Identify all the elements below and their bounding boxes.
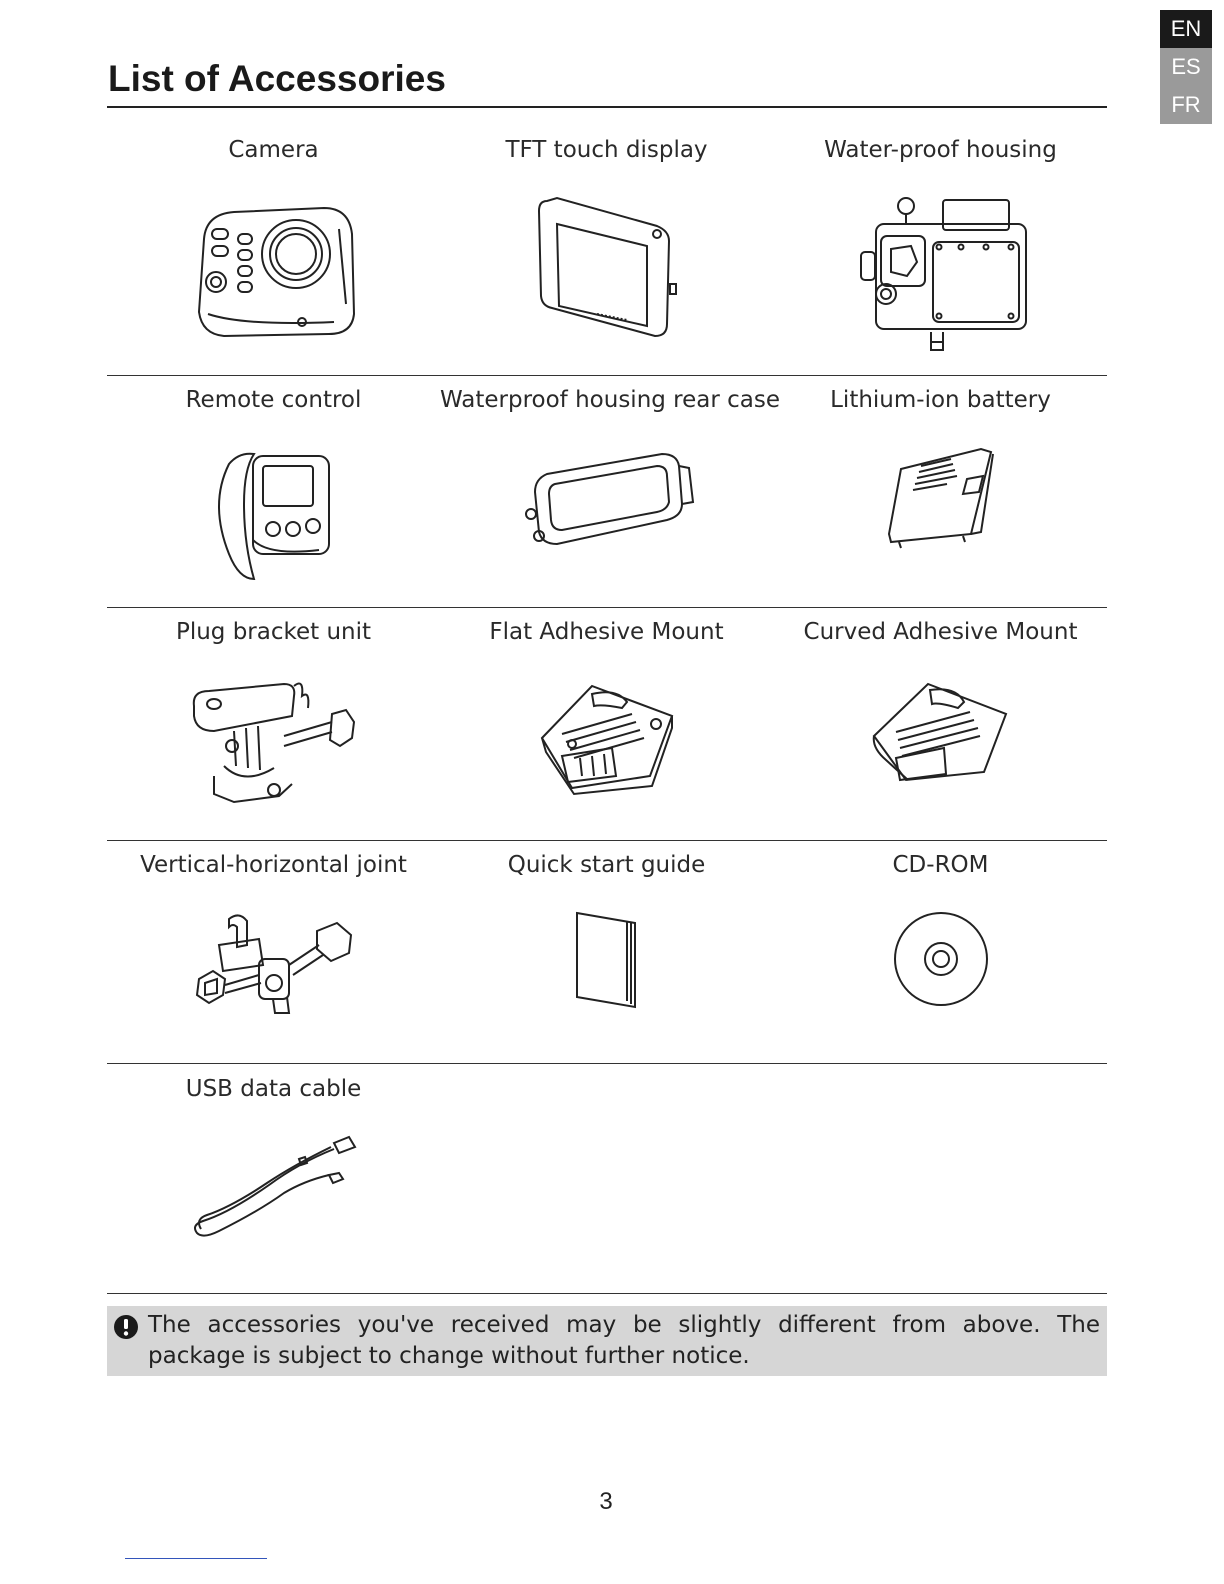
accessory-label: Curved Adhesive Mount: [803, 619, 1078, 645]
accessory-label: Quick start guide: [507, 852, 706, 878]
accessory-item: [440, 849, 773, 1009]
notice-text: The accessories you've received may be slightly different from above. The package is subject to change without further notice.: [148, 1312, 1100, 1369]
accessory-item: [107, 1073, 440, 1243]
tft-display-icon: [527, 194, 687, 344]
accessory-item: [107, 134, 440, 344]
accessory-label: Camera: [228, 137, 319, 163]
cd-rom-icon: [891, 909, 991, 1009]
notice-box: [107, 1306, 1107, 1376]
plug-bracket-icon: [184, 676, 364, 816]
remote-control-icon: [209, 444, 339, 584]
row-divider: [107, 1063, 1107, 1064]
footer-rule: [125, 1558, 267, 1559]
accessory-label: Plug bracket unit: [175, 619, 372, 645]
accessory-item: [107, 616, 440, 816]
exclamation-icon: [113, 1314, 139, 1340]
row-divider: [107, 375, 1107, 376]
accessory-label: Water-proof housing: [824, 137, 1057, 163]
row-divider: [107, 1293, 1107, 1294]
usb-cable-icon: [189, 1133, 359, 1243]
booklet-icon: [567, 909, 647, 1009]
accessory-label: TFT touch display: [505, 137, 708, 163]
accessory-item: [440, 384, 781, 554]
accessory-label: Remote control: [185, 387, 362, 413]
accessory-label: Lithium-ion battery: [830, 387, 1051, 413]
accessory-label: Vertical-horizontal joint: [140, 852, 407, 878]
accessory-item: [774, 849, 1107, 1009]
accessory-item: [440, 616, 773, 796]
accessory-item: [107, 849, 440, 1019]
lang-tab-en[interactable]: EN: [1160, 10, 1212, 48]
lang-tab-es[interactable]: ES: [1160, 48, 1212, 86]
accessory-label: USB data cable: [185, 1076, 362, 1102]
page-number: 3: [599, 1488, 613, 1515]
accessory-item: [107, 384, 440, 584]
accessory-label: Flat Adhesive Mount: [489, 619, 724, 645]
flat-mount-icon: [532, 676, 682, 796]
page-title: List of Accessories: [108, 58, 446, 99]
accessory-item: [774, 616, 1107, 786]
lang-tab-fr[interactable]: FR: [1160, 86, 1212, 124]
camera-icon: [184, 194, 364, 344]
accessory-label: Waterproof housing rear case: [440, 387, 781, 413]
row-divider: [107, 607, 1107, 608]
waterproof-housing-icon: [851, 194, 1031, 354]
accessory-item: [440, 134, 773, 344]
accessory-item: [774, 134, 1107, 354]
rear-case-icon: [517, 444, 697, 554]
joint-icon: [189, 909, 359, 1019]
curved-mount-icon: [866, 676, 1016, 786]
row-divider: [107, 840, 1107, 841]
accessory-label: CD-ROM: [892, 852, 989, 878]
title-divider: [107, 106, 1107, 108]
battery-icon: [871, 444, 1011, 554]
language-tabs: [1160, 10, 1212, 124]
accessory-item: [774, 384, 1107, 554]
